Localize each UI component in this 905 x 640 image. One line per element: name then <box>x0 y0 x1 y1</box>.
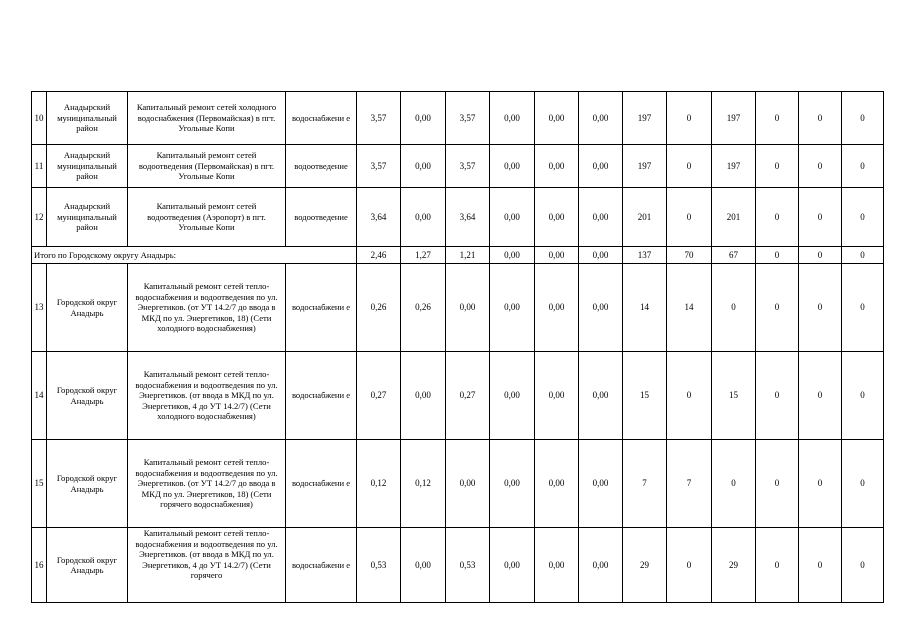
total-value-cell: 67 <box>712 247 756 264</box>
value-cell: 0,12 <box>357 440 401 528</box>
value-cell: 0,53 <box>446 528 490 603</box>
value-cell: 0,00 <box>490 528 535 603</box>
value-cell: 0,00 <box>579 92 623 145</box>
budget-table <box>31 91 884 603</box>
value-cell: 0,00 <box>490 352 535 440</box>
value-cell: 0,00 <box>535 145 579 188</box>
table-row <box>32 188 884 247</box>
value-cell: 0 <box>667 145 712 188</box>
table-body <box>32 92 884 603</box>
service-type-cell: водоснабжени е <box>286 264 357 352</box>
value-cell: 0,00 <box>490 440 535 528</box>
value-cell: 0 <box>712 440 756 528</box>
value-cell: 0,27 <box>357 352 401 440</box>
total-value-cell: 0,00 <box>535 247 579 264</box>
value-cell: 0,00 <box>490 145 535 188</box>
municipality-cell: Городской округ Анадырь <box>47 352 128 440</box>
table-row <box>32 440 884 528</box>
value-cell: 0,00 <box>535 264 579 352</box>
value-cell: 0,00 <box>401 145 446 188</box>
value-cell: 0 <box>842 92 884 145</box>
value-cell: 0 <box>756 528 799 603</box>
value-cell: 0 <box>756 440 799 528</box>
value-cell: 0 <box>799 188 842 247</box>
object-description-cell: Капитальный ремонт сетей водоотведения (Первомайская) в пгт. Угольные Копи <box>128 145 286 188</box>
value-cell: 0 <box>799 264 842 352</box>
value-cell: 197 <box>623 145 667 188</box>
value-cell: 0 <box>756 352 799 440</box>
row-number-cell: 10 <box>32 92 47 145</box>
value-cell: 0,00 <box>401 92 446 145</box>
value-cell: 0,00 <box>579 145 623 188</box>
table-row <box>32 145 884 188</box>
value-cell: 0,00 <box>490 264 535 352</box>
value-cell: 0,00 <box>535 352 579 440</box>
value-cell: 0 <box>667 352 712 440</box>
value-cell: 0 <box>756 264 799 352</box>
value-cell: 7 <box>667 440 712 528</box>
municipality-cell: Анадырский муниципальный район <box>47 188 128 247</box>
row-number-cell: 16 <box>32 528 47 603</box>
total-row <box>32 247 884 264</box>
object-description-cell: Капитальный ремонт сетей тепло-водоснабжения и водоотведения по ул. Энергетиков. (от ввода в МКД по ул. Энергетиков, 4 до УТ 14.2/7) (Сети горячего <box>128 528 286 603</box>
total-value-cell: 0,00 <box>490 247 535 264</box>
value-cell: 201 <box>712 188 756 247</box>
value-cell: 0 <box>756 188 799 247</box>
value-cell: 0,00 <box>446 440 490 528</box>
value-cell: 0,00 <box>401 352 446 440</box>
value-cell: 0 <box>799 145 842 188</box>
total-value-cell: 70 <box>667 247 712 264</box>
total-value-cell: 0 <box>799 247 842 264</box>
value-cell: 0 <box>842 264 884 352</box>
value-cell: 197 <box>623 92 667 145</box>
object-description-cell: Капитальный ремонт сетей холодного водоснабжения (Первомайская) в пгт. Угольные Копи <box>128 92 286 145</box>
value-cell: 0 <box>842 188 884 247</box>
service-type-cell: водоснабжени е <box>286 440 357 528</box>
value-cell: 0,00 <box>446 264 490 352</box>
total-value-cell: 2,46 <box>357 247 401 264</box>
value-cell: 3,57 <box>357 145 401 188</box>
value-cell: 0,00 <box>490 188 535 247</box>
value-cell: 0,26 <box>401 264 446 352</box>
value-cell: 0,00 <box>490 92 535 145</box>
value-cell: 0 <box>712 264 756 352</box>
municipality-cell: Городской округ Анадырь <box>47 440 128 528</box>
value-cell: 0,00 <box>535 440 579 528</box>
municipality-cell: Анадырский муниципальный район <box>47 92 128 145</box>
value-cell: 0,00 <box>401 528 446 603</box>
row-number-cell: 15 <box>32 440 47 528</box>
value-cell: 0,53 <box>357 528 401 603</box>
value-cell: 3,64 <box>446 188 490 247</box>
service-type-cell: водоснабжени е <box>286 92 357 145</box>
value-cell: 0 <box>842 352 884 440</box>
value-cell: 29 <box>712 528 756 603</box>
table-row <box>32 92 884 145</box>
municipality-cell: Городской округ Анадырь <box>47 528 128 603</box>
value-cell: 15 <box>712 352 756 440</box>
value-cell: 0,00 <box>579 440 623 528</box>
total-value-cell: 1,21 <box>446 247 490 264</box>
value-cell: 0 <box>799 92 842 145</box>
value-cell: 14 <box>667 264 712 352</box>
value-cell: 0,00 <box>579 188 623 247</box>
value-cell: 3,57 <box>446 92 490 145</box>
value-cell: 3,57 <box>446 145 490 188</box>
value-cell: 0,00 <box>579 352 623 440</box>
row-number-cell: 14 <box>32 352 47 440</box>
value-cell: 15 <box>623 352 667 440</box>
municipality-cell: Городской округ Анадырь <box>47 264 128 352</box>
service-type-cell: водоснабжени е <box>286 528 357 603</box>
value-cell: 0,00 <box>579 528 623 603</box>
value-cell: 0 <box>842 528 884 603</box>
value-cell: 0 <box>667 92 712 145</box>
total-value-cell: 1,27 <box>401 247 446 264</box>
value-cell: 0 <box>667 188 712 247</box>
table-row <box>32 352 884 440</box>
value-cell: 3,57 <box>357 92 401 145</box>
value-cell: 0,26 <box>357 264 401 352</box>
row-number-cell: 11 <box>32 145 47 188</box>
value-cell: 3,64 <box>357 188 401 247</box>
value-cell: 0,00 <box>579 264 623 352</box>
value-cell: 0,27 <box>446 352 490 440</box>
value-cell: 14 <box>623 264 667 352</box>
value-cell: 0,00 <box>535 528 579 603</box>
value-cell: 29 <box>623 528 667 603</box>
municipality-cell: Анадырский муниципальный район <box>47 145 128 188</box>
value-cell: 0 <box>756 92 799 145</box>
object-description-cell: Капитальный ремонт сетей тепло-водоснабжения и водоотведения по ул. Энергетиков. (от ввода в МКД по ул. Энергетиков, 4 до УТ 14.2/7) (Сети холодного водоснабжения) <box>128 352 286 440</box>
value-cell: 197 <box>712 92 756 145</box>
value-cell: 0,00 <box>401 188 446 247</box>
value-cell: 0 <box>842 145 884 188</box>
total-value-cell: 137 <box>623 247 667 264</box>
row-number-cell: 12 <box>32 188 47 247</box>
object-description-cell: Капитальный ремонт сетей тепло-водоснабжения и водоотведения по ул. Энергетиков. (от УТ 14.2/7 до ввода в МКД по ул. Энергетиков, 18) (Сети горячего водоснабжения) <box>128 440 286 528</box>
total-value-cell: 0,00 <box>579 247 623 264</box>
total-value-cell: 0 <box>842 247 884 264</box>
table-row <box>32 528 884 603</box>
total-label: Итого по Городскому округу Анадырь: <box>32 247 357 264</box>
object-description-cell: Капитальный ремонт сетей водоотведения (Аэропорт) в пгт. Угольные Копи <box>128 188 286 247</box>
row-number-cell: 13 <box>32 264 47 352</box>
service-type-cell: водоснабжени е <box>286 352 357 440</box>
value-cell: 201 <box>623 188 667 247</box>
value-cell: 0,12 <box>401 440 446 528</box>
value-cell: 0 <box>799 528 842 603</box>
value-cell: 0 <box>799 440 842 528</box>
service-type-cell: водоотведение <box>286 145 357 188</box>
value-cell: 197 <box>712 145 756 188</box>
service-type-cell: водоотведение <box>286 188 357 247</box>
value-cell: 0 <box>842 440 884 528</box>
value-cell: 0,00 <box>535 92 579 145</box>
value-cell: 0 <box>756 145 799 188</box>
value-cell: 0 <box>799 352 842 440</box>
value-cell: 0,00 <box>535 188 579 247</box>
table-row <box>32 264 884 352</box>
value-cell: 0 <box>667 528 712 603</box>
total-value-cell: 0 <box>756 247 799 264</box>
object-description-cell: Капитальный ремонт сетей тепло-водоснабжения и водоотведения по ул. Энергетиков. (от УТ 14.2/7 до ввода в МКД по ул. Энергетиков, 18) (Сети холодного водоснабжения) <box>128 264 286 352</box>
value-cell: 7 <box>623 440 667 528</box>
